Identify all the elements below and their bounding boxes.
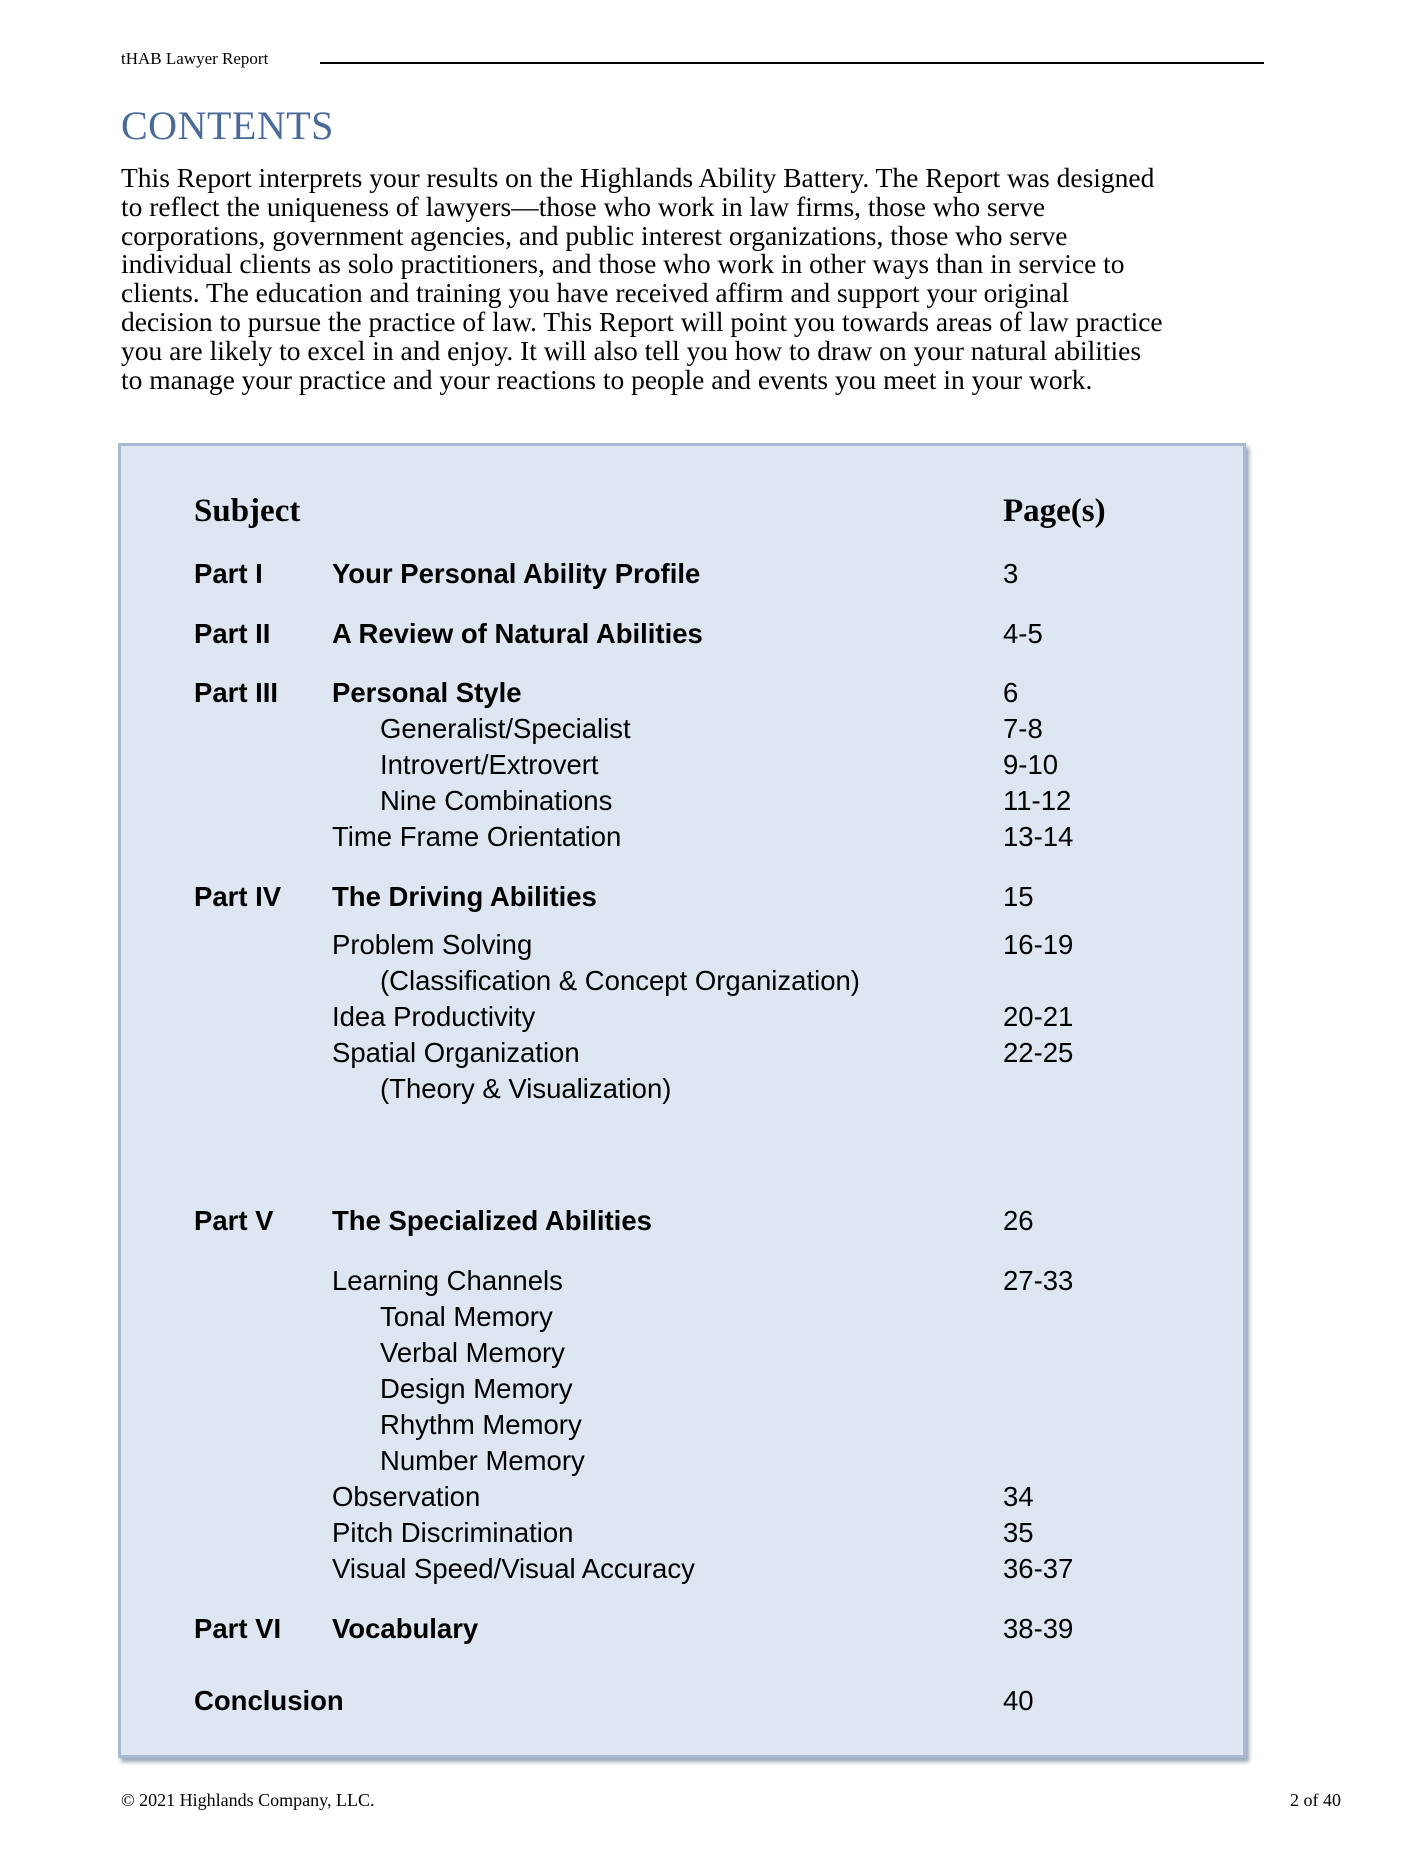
intro-line: to reflect the uniqueness of lawyers—those who work in law firms, those who serve <box>121 190 1046 222</box>
toc-entry-pages: 11-12 <box>1003 785 1072 816</box>
toc-entry-title: Personal Style <box>332 677 522 708</box>
toc-entry-pages: 16-19 <box>1003 929 1074 960</box>
toc-entry-pages: 34 <box>1003 1481 1034 1512</box>
toc-entry-title: Spatial Organization <box>332 1037 580 1068</box>
toc-part-label: Part I <box>194 558 263 589</box>
footer-copyright: © 2021 Highlands Company, LLC. <box>121 1790 375 1810</box>
intro-line: clients. The education and training you have received affirm and support your original <box>121 277 1070 309</box>
toc-pages-header: Page(s) <box>1003 493 1106 529</box>
toc-entry-title: Idea Productivity <box>332 1001 536 1032</box>
toc-entry-title: Design Memory <box>380 1373 573 1404</box>
toc-entry-pages: 4-5 <box>1003 618 1043 649</box>
toc-entry-pages: 38-39 <box>1003 1613 1074 1644</box>
intro-line: individual clients as solo practitioners, and those who work in other ways than in service to <box>121 248 1125 280</box>
toc-entry-pages: 9-10 <box>1003 749 1059 780</box>
toc-part-label: Part VI <box>194 1613 282 1644</box>
intro-paragraph <box>121 164 1241 394</box>
toc-entry-title: Number Memory <box>380 1445 585 1476</box>
toc-entry-title: Tonal Memory <box>380 1301 553 1332</box>
toc-entry-pages: 13-14 <box>1003 821 1074 852</box>
toc-entry-title: (Classification & Concept Organization) <box>380 965 860 996</box>
toc-entry-pages: 3 <box>1003 558 1019 589</box>
toc-entry-pages: 22-25 <box>1003 1037 1074 1068</box>
toc-entry-title: Problem Solving <box>332 929 533 960</box>
toc-entry-title: Vocabulary <box>332 1613 479 1644</box>
toc-entry-title: Conclusion <box>194 1685 344 1716</box>
toc-entry-title: The Specialized Abilities <box>332 1205 652 1236</box>
toc-entry-title: The Driving Abilities <box>332 881 597 912</box>
toc-entry-title: Visual Speed/Visual Accuracy <box>332 1553 695 1584</box>
toc-entry-title: Learning Channels <box>332 1265 563 1296</box>
toc-entry-pages: 7-8 <box>1003 713 1043 744</box>
toc-entry-pages: 35 <box>1003 1517 1034 1548</box>
toc-entry-title: Observation <box>332 1481 481 1512</box>
toc-entry-pages: 15 <box>1003 881 1034 912</box>
toc-entry-pages: 40 <box>1003 1685 1034 1716</box>
toc-entry-title: Verbal Memory <box>380 1337 565 1368</box>
toc-entry-title: Rhythm Memory <box>380 1409 582 1440</box>
toc-entry-pages: 36-37 <box>1003 1553 1074 1584</box>
header-rule <box>320 62 1264 64</box>
toc-entry-title: Time Frame Orientation <box>332 821 622 852</box>
toc-entry-pages: 20-21 <box>1003 1001 1074 1032</box>
toc-entry-title: Nine Combinations <box>380 785 613 816</box>
intro-line: corporations, government agencies, and public interest organizations, those who serve <box>121 219 1068 251</box>
contents-heading: CONTENTS <box>121 103 334 148</box>
toc-part-label: Part V <box>194 1205 274 1236</box>
toc-entry-pages: 27-33 <box>1003 1265 1074 1296</box>
intro-line: This Report interprets your results on the Highlands Ability Battery. The Report was designed <box>121 162 1155 193</box>
toc-entry-title: A Review of Natural Abilities <box>332 618 703 649</box>
toc-entry-title: Generalist/Specialist <box>380 713 631 744</box>
toc-entry-title: (Theory & Visualization) <box>380 1073 672 1104</box>
toc-entry-title: Introvert/Extrovert <box>380 749 599 780</box>
toc-entry-title: Your Personal Ability Profile <box>332 558 701 589</box>
intro-line: you are likely to excel in and enjoy. It will also tell you how to draw on your natural abilities <box>121 334 1142 366</box>
toc-subject-header: Subject <box>194 493 301 529</box>
toc-part-label: Part II <box>194 618 271 649</box>
toc-entry-pages: 26 <box>1003 1205 1034 1236</box>
intro-line: to manage your practice and your reactions to people and events you meet in your work. <box>121 363 1093 395</box>
intro-line: decision to pursue the practice of law. This Report will point you towards areas of law practice <box>121 305 1163 337</box>
footer-page-number: 2 of 40 <box>1290 1790 1341 1810</box>
report-header-title: tHAB Lawyer Report <box>121 49 269 68</box>
toc-entry-title: Pitch Discrimination <box>332 1517 574 1548</box>
toc-part-label: Part IV <box>194 881 282 912</box>
toc-part-label: Part III <box>194 677 279 708</box>
toc-entry-pages: 6 <box>1003 677 1019 708</box>
